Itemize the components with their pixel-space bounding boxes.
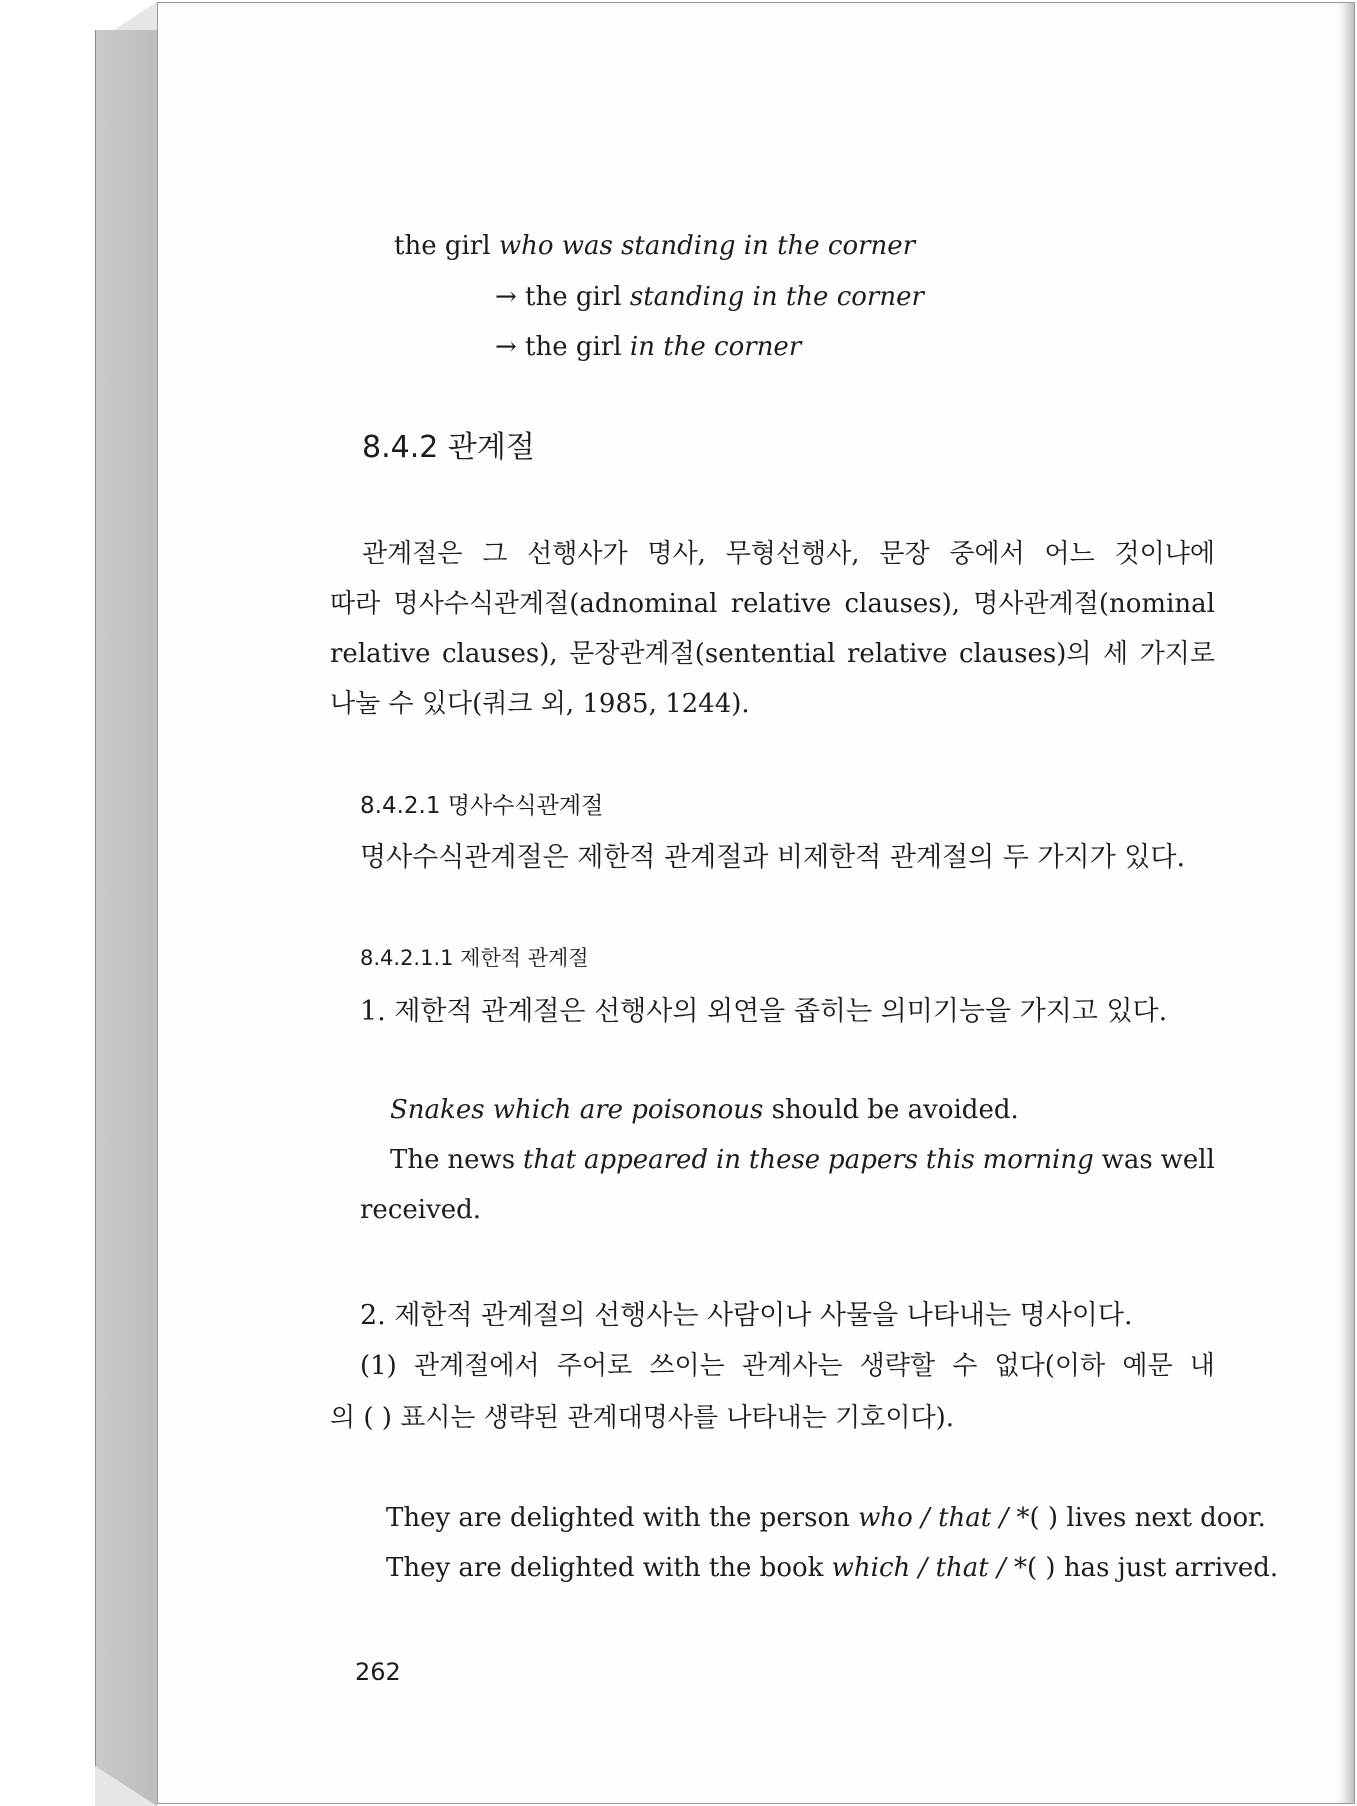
word: 문장관계절(sentential bbox=[569, 639, 836, 669]
example-line-2: → the girl standing in the corner bbox=[495, 282, 924, 312]
word: 가지로 bbox=[1139, 639, 1215, 669]
word: 세 bbox=[1102, 639, 1129, 669]
word: news bbox=[447, 1145, 516, 1175]
word: 그 bbox=[482, 539, 508, 569]
word: 생략할 bbox=[859, 1351, 935, 1381]
word: 문장 bbox=[879, 539, 930, 569]
section-heading-842: 8.4.2 관계절 bbox=[362, 430, 535, 465]
word: these bbox=[748, 1145, 821, 1175]
word: clauses)의 bbox=[959, 639, 1092, 669]
section-8421-body: 명사수식관계절은 제한적 관계절과 비제한적 관계절의 두 가지가 있다. bbox=[360, 842, 1186, 873]
word: 관계절에서 bbox=[414, 1351, 540, 1381]
section-heading-8421: 8.4.2.1 명사수식관계절 bbox=[360, 793, 604, 819]
example-news-line-2: received. bbox=[360, 1195, 482, 1225]
page-number: 262 bbox=[355, 1658, 401, 1686]
word: 내 bbox=[1189, 1351, 1215, 1381]
word: 어느 bbox=[1044, 539, 1095, 569]
book-spine bbox=[95, 30, 157, 1806]
word: papers bbox=[828, 1145, 918, 1175]
example-person: They are delighted with the person who / that / *( ) lives next door. bbox=[386, 1503, 1266, 1533]
word: was bbox=[1101, 1145, 1153, 1175]
word: relative bbox=[330, 639, 431, 669]
example-book: They are delighted with the book which / that / *( ) has just arrived. bbox=[386, 1553, 1279, 1583]
word: appeared bbox=[583, 1145, 709, 1175]
example-line-1: the girl who was standing in the corner bbox=[394, 231, 916, 261]
word: 관계사는 bbox=[741, 1351, 843, 1381]
word: 따라 bbox=[330, 589, 381, 619]
word: 없다(이하 bbox=[994, 1351, 1106, 1381]
word: 수 bbox=[952, 1351, 978, 1381]
word: clauses), bbox=[442, 639, 558, 669]
word: 관계절은 bbox=[362, 539, 463, 569]
word: this bbox=[925, 1145, 975, 1175]
word: 선행사가 bbox=[527, 539, 628, 569]
example-snakes: Snakes which are poisonous should be avoided. bbox=[390, 1095, 1019, 1125]
word: morning bbox=[982, 1145, 1094, 1175]
word: 쓰이는 bbox=[649, 1351, 725, 1381]
word: 예문 bbox=[1122, 1351, 1173, 1381]
point-2: 2. 제한적 관계절의 선행사는 사람이나 사물을 나타내는 명사이다. bbox=[360, 1300, 1133, 1331]
intro-line-2 bbox=[330, 588, 1215, 620]
example-line-3: → the girl in the corner bbox=[495, 332, 802, 362]
word: well bbox=[1160, 1145, 1215, 1175]
point-2-sub-1-cont: 의 ( ) 표시는 생략된 관계대명사를 나타내는 기호이다). bbox=[330, 1403, 954, 1433]
example-news-line-1 bbox=[390, 1144, 1215, 1176]
word: in bbox=[715, 1145, 742, 1175]
word: 중에서 bbox=[949, 539, 1025, 569]
word: relative bbox=[847, 639, 948, 669]
point-1: 1. 제한적 관계절은 선행사의 외연을 좁히는 의미기능을 가지고 있다. bbox=[360, 996, 1168, 1027]
word: 명사수식관계절(adnominal bbox=[393, 589, 718, 619]
word: that bbox=[522, 1145, 577, 1175]
intro-line-4: 나눌 수 있다(쿼크 외, 1985, 1244). bbox=[330, 689, 750, 719]
section-heading-84211: 8.4.2.1.1 제한적 관계절 bbox=[360, 946, 589, 970]
word: relative bbox=[730, 589, 832, 619]
word: 명사관계절(nominal bbox=[973, 589, 1215, 619]
intro-line-1 bbox=[362, 538, 1215, 570]
intro-line-3 bbox=[330, 638, 1215, 670]
word: The bbox=[390, 1145, 440, 1175]
word: 주어로 bbox=[556, 1351, 633, 1381]
word: 명사, bbox=[647, 539, 706, 569]
word: clauses), bbox=[844, 589, 961, 619]
word: (1) bbox=[360, 1351, 397, 1381]
point-2-sub-1 bbox=[360, 1350, 1215, 1382]
word: 무형선행사, bbox=[725, 539, 860, 569]
word: 것이냐에 bbox=[1114, 539, 1215, 569]
